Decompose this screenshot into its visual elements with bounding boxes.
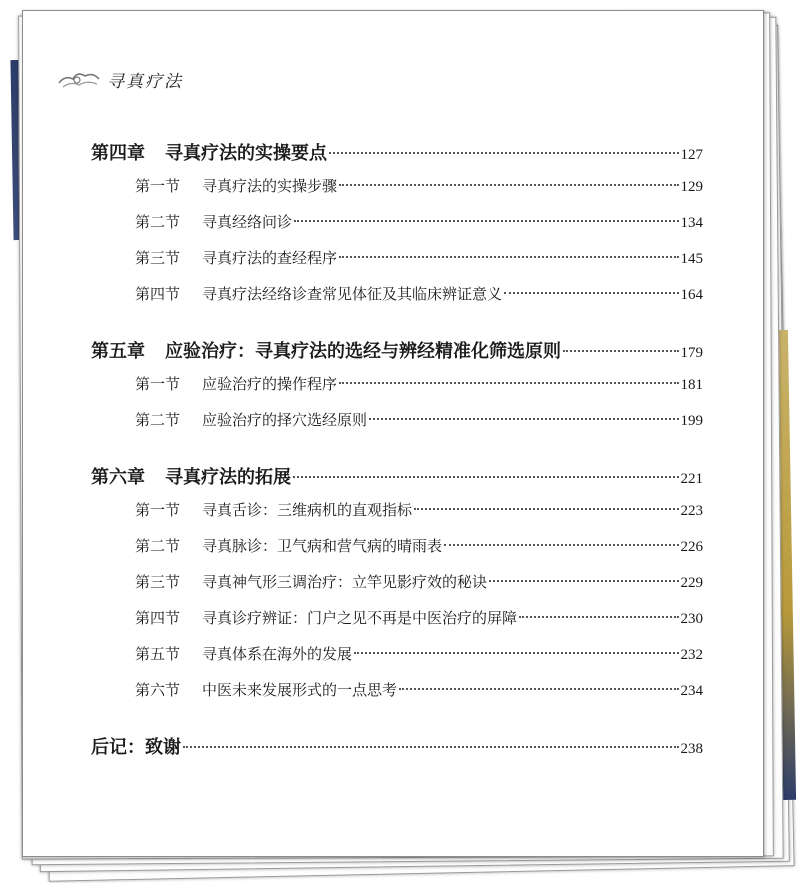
chapter-gap [91, 715, 703, 733]
page-number: 230 [680, 611, 703, 627]
toc-entry-label [135, 373, 337, 394]
page-number: 181 [680, 377, 703, 393]
toc-entry-label [91, 733, 181, 759]
page-number: 221 [680, 471, 703, 487]
toc-section-row[interactable] [91, 643, 703, 679]
toc-entry-label [135, 247, 337, 268]
toc-entry-label [135, 571, 487, 592]
toc-entry-label [135, 499, 412, 520]
chapter-gap [91, 445, 703, 463]
dot-leader [293, 475, 679, 478]
toc-section-row[interactable] [91, 175, 703, 211]
section-title: 应验治疗的操作程序 [202, 375, 338, 393]
section-number: 第二节 [135, 213, 181, 231]
page-number: 234 [680, 683, 703, 699]
chapter-title: 后记：致谢 [91, 737, 181, 758]
section-title: 寻真诊疗辨证：门户之见不再是中医治疗的屏障 [202, 609, 518, 627]
section-number: 第三节 [135, 573, 181, 591]
dot-leader [294, 219, 678, 222]
chapter-number: 第五章 [91, 341, 145, 362]
page-number: 145 [680, 251, 703, 267]
page-number: 223 [680, 503, 703, 519]
section-number: 第四节 [135, 285, 181, 303]
page-number: 238 [680, 741, 703, 757]
dot-leader [339, 381, 678, 384]
section-title: 寻真经络问诊 [202, 213, 293, 231]
dot-leader [354, 651, 678, 654]
toc-entry-label [91, 139, 327, 165]
toc-chapter-row[interactable] [91, 337, 703, 373]
page-number: 127 [680, 147, 703, 163]
section-number: 第四节 [135, 609, 181, 627]
section-number: 第五节 [135, 645, 181, 663]
toc-entry-label [135, 409, 367, 430]
toc-chapter-row[interactable] [91, 733, 703, 769]
section-title: 寻真疗法经络诊查常见体征及其临床辨证意义 [202, 285, 503, 303]
section-number: 第一节 [135, 501, 181, 519]
section-title: 寻真疗法的实操步骤 [202, 177, 338, 195]
toc-section-row[interactable] [91, 571, 703, 607]
cloud-swirl-icon [57, 69, 101, 91]
page-number: 226 [680, 539, 703, 555]
toc-section-row[interactable] [91, 247, 703, 283]
toc-chapter-row[interactable] [91, 463, 703, 499]
section-number: 第三节 [135, 249, 181, 267]
dot-leader [414, 507, 678, 510]
section-number: 第六节 [135, 681, 181, 699]
running-header [57, 67, 183, 92]
dot-leader [329, 151, 679, 154]
toc-entry-label [135, 211, 292, 232]
section-title: 寻真疗法的查经程序 [202, 249, 338, 267]
page-number: 164 [680, 287, 703, 303]
section-title: 中医未来发展形式的一点思考 [202, 681, 398, 699]
toc-entry-label [135, 175, 337, 196]
toc-section-row[interactable] [91, 283, 703, 319]
section-title: 寻真神气形三调治疗：立竿见影疗效的秘诀 [202, 573, 488, 591]
toc-section-row[interactable] [91, 679, 703, 715]
dot-leader [339, 183, 678, 186]
page-number: 134 [680, 215, 703, 231]
page-number: 179 [680, 345, 703, 361]
toc-page [22, 10, 764, 857]
dot-leader [444, 543, 678, 546]
page-number: 229 [680, 575, 703, 591]
toc-entry-label [135, 283, 502, 304]
toc-section-row[interactable] [91, 535, 703, 571]
dot-leader [489, 579, 678, 582]
section-number: 第二节 [135, 537, 181, 555]
header-title: 寻真疗法 [107, 72, 183, 92]
chapter-title: 寻真疗法的实操要点 [165, 143, 327, 164]
chapter-number: 第六章 [91, 467, 145, 488]
section-title: 寻真体系在海外的发展 [202, 645, 353, 663]
chapter-number: 第四章 [91, 143, 145, 164]
dot-leader [563, 349, 679, 352]
toc-section-row[interactable] [91, 607, 703, 643]
page-number: 199 [680, 413, 703, 429]
dot-leader [369, 417, 678, 420]
section-title: 寻真舌诊：三维病机的直观指标 [202, 501, 413, 519]
dot-leader [504, 291, 678, 294]
toc-section-row[interactable] [91, 373, 703, 409]
toc-section-row[interactable] [91, 499, 703, 535]
section-number: 第一节 [135, 177, 181, 195]
dot-leader [339, 255, 678, 258]
toc-entry-label [135, 679, 397, 700]
chapter-title: 应验治疗：寻真疗法的选经与辨经精准化筛选原则 [165, 341, 561, 362]
chapter-title: 寻真疗法的拓展 [165, 467, 291, 488]
section-title: 寻真脉诊：卫气病和营气病的晴雨表 [202, 537, 443, 555]
page-number: 129 [680, 179, 703, 195]
toc-entry-label [135, 643, 352, 664]
toc-chapter-row[interactable] [91, 139, 703, 175]
dot-leader [183, 745, 679, 748]
toc-entry-label [135, 535, 442, 556]
toc-entry-label [91, 463, 291, 489]
chapter-gap [91, 319, 703, 337]
dot-leader [399, 687, 678, 690]
toc-section-row[interactable] [91, 211, 703, 247]
table-of-contents [91, 139, 703, 769]
dot-leader [519, 615, 678, 618]
toc-entry-label [91, 337, 561, 363]
toc-section-row[interactable] [91, 409, 703, 445]
page-number: 232 [680, 647, 703, 663]
section-number: 第二节 [135, 411, 181, 429]
toc-entry-label [135, 607, 517, 628]
section-title: 应验治疗的择穴选经原则 [202, 411, 368, 429]
section-number: 第一节 [135, 375, 181, 393]
